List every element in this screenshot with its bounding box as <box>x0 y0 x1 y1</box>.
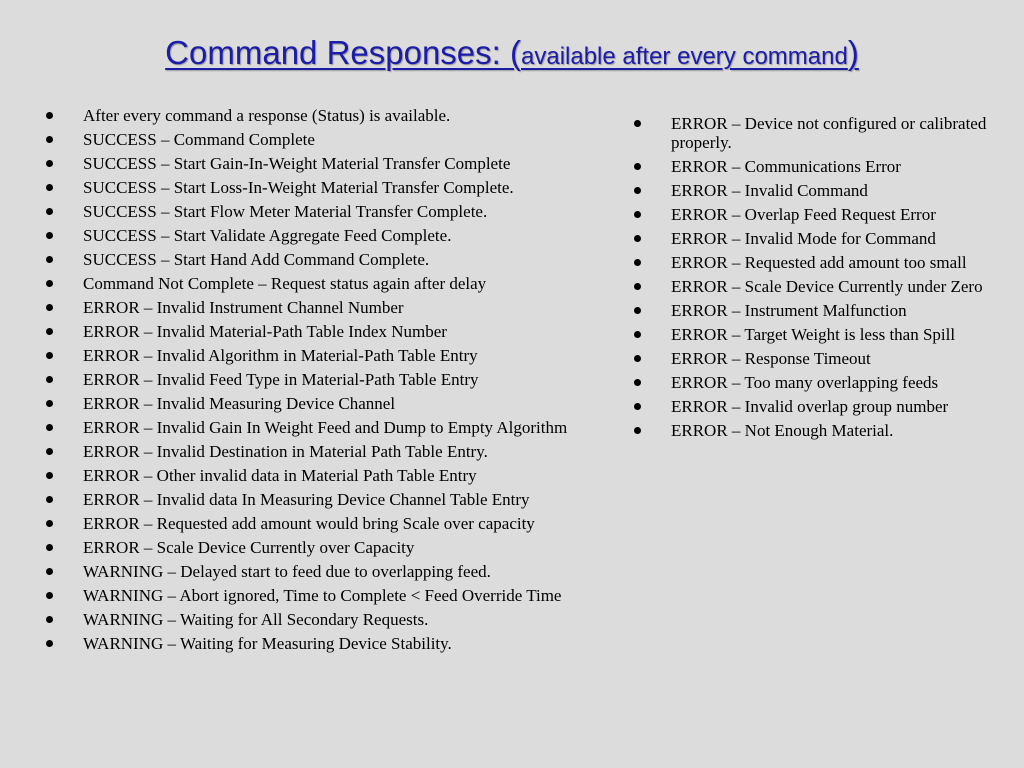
bullet-dot-icon <box>46 256 53 263</box>
bullet-dot-icon <box>634 163 641 170</box>
bullet-item <box>46 466 621 485</box>
bullet-item <box>46 106 621 125</box>
bullet-dot-icon <box>634 259 641 266</box>
bullet-dot-icon <box>634 307 641 314</box>
bullet-text: ERROR – Not Enough Material. <box>671 421 894 440</box>
bullet-item <box>634 181 1004 200</box>
bullet-item <box>634 229 1004 248</box>
bullet-text: ERROR – Other invalid data in Material Path Table Entry <box>83 466 477 485</box>
bullet-item <box>634 325 1004 344</box>
bullet-text: ERROR – Too many overlapping feeds <box>671 373 939 392</box>
bullet-item <box>46 610 621 629</box>
bullet-item <box>46 394 621 413</box>
bullet-dot-icon <box>46 448 53 455</box>
bullet-text: ERROR – Scale Device Currently under Zero <box>671 277 983 296</box>
bullet-text: SUCCESS – Start Validate Aggregate Feed Complete. <box>83 226 452 245</box>
bullet-dot-icon <box>46 160 53 167</box>
bullet-text: ERROR – Scale Device Currently over Capacity <box>83 538 415 557</box>
bullet-text: ERROR – Device not configured or calibrated properly. <box>671 114 987 152</box>
bullet-text: ERROR – Response Timeout <box>671 349 871 368</box>
bullet-dot-icon <box>46 184 53 191</box>
bullet-dot-icon <box>46 232 53 239</box>
bullet-text: ERROR – Invalid Algorithm in Material-Path Table Entry <box>83 346 478 365</box>
bullet-dot-icon <box>634 355 641 362</box>
bullet-text: ERROR – Invalid Mode for Command <box>671 229 936 248</box>
bullet-item <box>46 490 621 509</box>
bullet-text: SUCCESS – Start Loss-In-Weight Material Transfer Complete. <box>83 178 514 197</box>
bullet-dot-icon <box>46 376 53 383</box>
bullet-dot-icon <box>46 544 53 551</box>
title-main: Command Responses: ( <box>165 34 521 71</box>
bullet-item <box>46 298 621 317</box>
bullet-item <box>634 301 1004 320</box>
bullet-dot-icon <box>46 208 53 215</box>
bullet-text: ERROR – Invalid Instrument Channel Number <box>83 298 404 317</box>
bullet-dot-icon <box>46 352 53 359</box>
bullet-text: ERROR – Invalid Feed Type in Material-Path Table Entry <box>83 370 479 389</box>
bullet-text: ERROR – Communications Error <box>671 157 901 176</box>
bullet-item <box>634 253 1004 272</box>
bullet-item <box>46 130 621 149</box>
bullet-text: WARNING – Waiting for Measuring Device Stability. <box>83 634 452 653</box>
title-close: ) <box>847 34 859 71</box>
bullet-dot-icon <box>46 136 53 143</box>
bullet-text: WARNING – Waiting for All Secondary Requests. <box>83 610 429 629</box>
bullet-dot-icon <box>634 403 641 410</box>
bullet-dot-icon <box>46 520 53 527</box>
bullet-text: SUCCESS – Start Hand Add Command Complete. <box>83 250 430 269</box>
title-sub: available after every command <box>521 43 848 70</box>
bullet-dot-icon <box>634 331 641 338</box>
bullet-item <box>46 514 621 533</box>
bullet-item <box>634 114 1004 152</box>
bullet-text: ERROR – Overlap Feed Request Error <box>671 205 936 224</box>
bullet-dot-icon <box>46 616 53 623</box>
bullet-item <box>46 322 621 341</box>
bullet-item <box>46 250 621 269</box>
bullet-text: WARNING – Abort ignored, Time to Complete < Feed Override Time <box>83 586 562 605</box>
bullet-dot-icon <box>46 280 53 287</box>
bullet-dot-icon <box>634 283 641 290</box>
bullet-item <box>46 370 621 389</box>
right-bullet-list <box>634 114 1004 445</box>
bullet-item <box>46 178 621 197</box>
bullet-dot-icon <box>46 472 53 479</box>
bullet-text: ERROR – Requested add amount would bring Scale over capacity <box>83 514 535 533</box>
bullet-item <box>46 634 621 653</box>
bullet-text: After every command a response (Status) is available. <box>83 106 451 125</box>
bullet-item <box>46 346 621 365</box>
bullet-item <box>46 418 621 437</box>
bullet-text: ERROR – Invalid data In Measuring Device Channel Table Entry <box>83 490 530 509</box>
bullet-item <box>634 373 1004 392</box>
bullet-text: ERROR – Invalid overlap group number <box>671 397 949 416</box>
bullet-item <box>634 421 1004 440</box>
bullet-text: ERROR – Instrument Malfunction <box>671 301 907 320</box>
bullet-dot-icon <box>46 304 53 311</box>
bullet-dot-icon <box>634 211 641 218</box>
bullet-text: SUCCESS – Command Complete <box>83 130 315 149</box>
bullet-text: ERROR – Invalid Measuring Device Channel <box>83 394 396 413</box>
bullet-item <box>46 274 621 293</box>
bullet-dot-icon <box>634 379 641 386</box>
bullet-item <box>46 442 621 461</box>
bullet-dot-icon <box>46 112 53 119</box>
left-bullet-list <box>46 106 621 658</box>
bullet-text: ERROR – Target Weight is less than Spill <box>671 325 956 344</box>
bullet-item <box>46 202 621 221</box>
bullet-item <box>634 205 1004 224</box>
bullet-item <box>46 538 621 557</box>
bullet-text: SUCCESS – Start Flow Meter Material Transfer Complete. <box>83 202 488 221</box>
bullet-dot-icon <box>634 187 641 194</box>
bullet-item <box>46 586 621 605</box>
bullet-dot-icon <box>46 400 53 407</box>
bullet-item <box>46 562 621 581</box>
bullet-dot-icon <box>46 640 53 647</box>
bullet-item <box>634 157 1004 176</box>
bullet-dot-icon <box>46 424 53 431</box>
bullet-item <box>46 226 621 245</box>
bullet-text: Command Not Complete – Request status again after delay <box>83 274 487 293</box>
bullet-dot-icon <box>46 328 53 335</box>
bullet-item <box>634 277 1004 296</box>
bullet-text: WARNING – Delayed start to feed due to overlapping feed. <box>83 562 491 581</box>
bullet-dot-icon <box>46 496 53 503</box>
bullet-item <box>634 397 1004 416</box>
bullet-text: ERROR – Invalid Gain In Weight Feed and Dump to Empty Algorithm <box>83 418 568 437</box>
bullet-dot-icon <box>634 427 641 434</box>
bullet-text: ERROR – Invalid Destination in Material Path Table Entry. <box>83 442 488 461</box>
bullet-dot-icon <box>46 592 53 599</box>
bullet-item <box>634 349 1004 368</box>
bullet-text: ERROR – Requested add amount too small <box>671 253 967 272</box>
bullet-dot-icon <box>634 235 641 242</box>
bullet-item <box>46 154 621 173</box>
bullet-dot-icon <box>634 120 641 127</box>
slide-title <box>0 35 1024 71</box>
bullet-text: SUCCESS – Start Gain-In-Weight Material Transfer Complete <box>83 154 511 173</box>
bullet-text: ERROR – Invalid Material-Path Table Index Number <box>83 322 447 341</box>
bullet-dot-icon <box>46 568 53 575</box>
bullet-text: ERROR – Invalid Command <box>671 181 868 200</box>
